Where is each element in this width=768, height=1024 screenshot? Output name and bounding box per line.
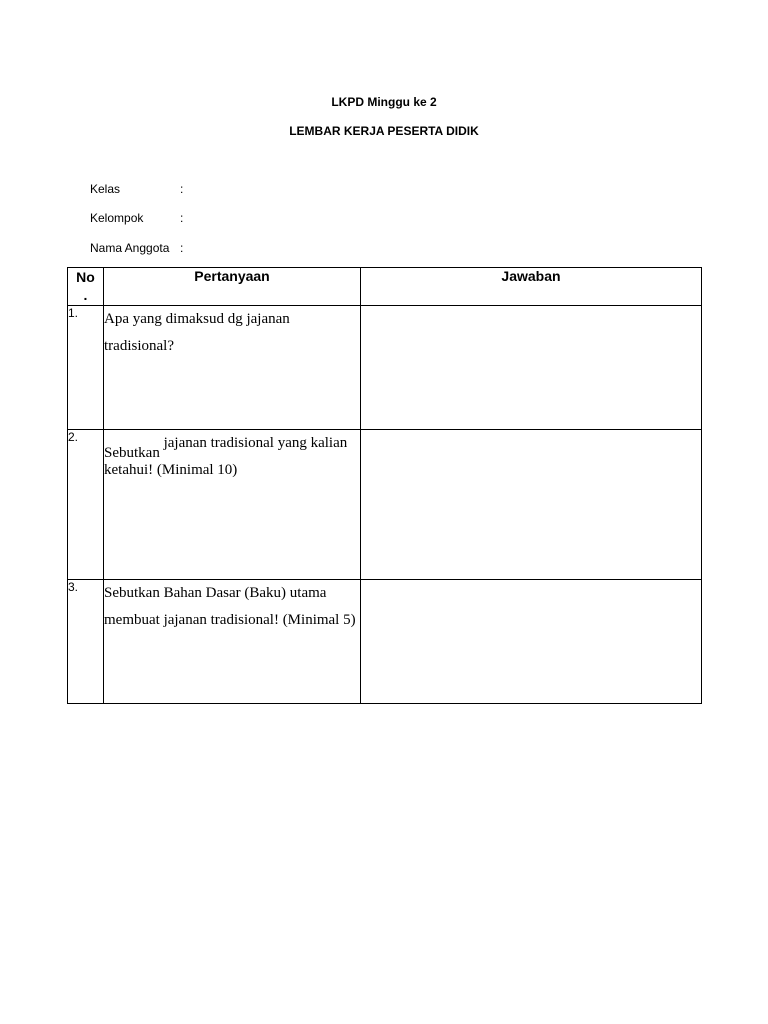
table-header-row (68, 268, 702, 306)
field-kelas-colon: : (180, 182, 184, 196)
table-row (68, 430, 702, 580)
question-table (67, 267, 702, 704)
question-cell: Sebutkan Bahan Dasar (Baku) utama membuat jajanan tradisional! (Minimal 5) (104, 580, 361, 704)
header-no-line2: . (83, 287, 88, 303)
question-rest-text: jajanan tradisional yang kalian ketahui! (Minimal 10) (104, 435, 348, 478)
field-nama-anggota (90, 240, 183, 256)
field-kelompok-label: Kelompok (90, 211, 144, 225)
field-nama-anggota-label: Nama Anggota (90, 241, 170, 255)
field-kelas (90, 181, 183, 197)
answer-cell[interactable] (361, 580, 702, 704)
header-no-line1: No (76, 269, 95, 285)
field-kelas-label: Kelas (90, 182, 121, 196)
field-kelompok (90, 210, 183, 226)
answer-cell[interactable] (361, 430, 702, 580)
question-cell: Apa yang dimaksud dg jajanan tradisional? (104, 306, 361, 430)
table-row (68, 580, 702, 704)
page-subtitle: LEMBAR KERJA PESERTA DIDIK (289, 124, 479, 138)
question-cell (104, 430, 361, 580)
header-question: Pertanyaan (104, 268, 361, 306)
answer-cell[interactable] (361, 306, 702, 430)
row-number: 2. (68, 430, 104, 580)
question-lead-text: Sebutkan (104, 445, 160, 461)
field-nama-anggota-colon: : (180, 241, 184, 255)
header-no (68, 268, 104, 306)
page-title: LKPD Minggu ke 2 (331, 95, 437, 109)
field-kelompok-colon: : (180, 211, 184, 225)
row-number: 3. (68, 580, 104, 704)
row-number: 1. (68, 306, 104, 430)
header-answer: Jawaban (361, 268, 702, 306)
table-row (68, 306, 702, 430)
